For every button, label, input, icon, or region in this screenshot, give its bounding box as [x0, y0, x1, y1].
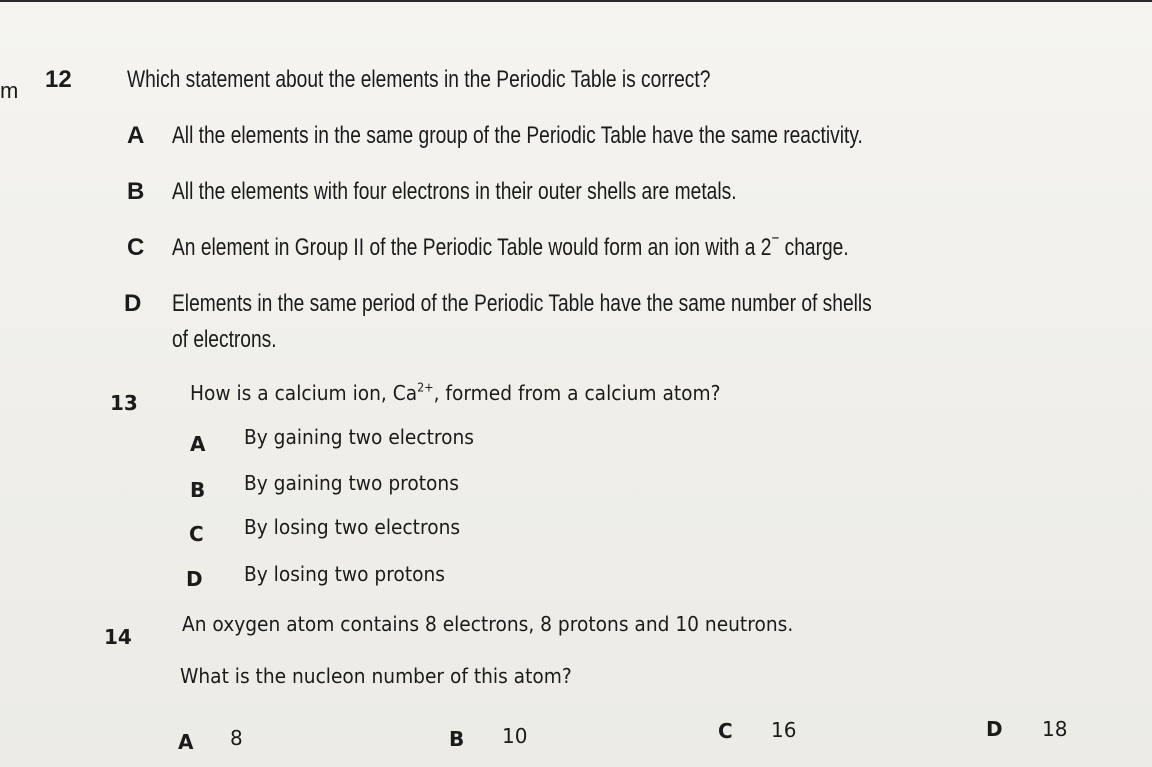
q14-option-d-value: 18: [1042, 717, 1068, 741]
q13-option-c-letter: C: [189, 522, 204, 546]
q13-option-c-text: By losing two electrons: [244, 515, 461, 539]
question-13-text: How is a calcium ion, $Ca^{2+}$, formed from a calcium atom?: [190, 380, 721, 405]
q14-option-d-letter: D: [986, 717, 1003, 741]
q14-option-c-value: 16: [771, 718, 797, 742]
q14-option-b-value: 10: [502, 724, 528, 748]
q12-option-a-text: All the elements in the same group of the Periodic Table have the same reactivity.: [172, 122, 863, 149]
q14-option-c-letter: C: [718, 719, 733, 743]
question-12-number: 12: [45, 66, 72, 93]
q12-option-a-letter: A: [127, 122, 145, 149]
q12-option-b-text: All the elements with four electrons in their outer shells are metals.: [172, 178, 737, 205]
q14-option-b-letter: B: [449, 727, 465, 751]
q12-option-d-text-line2: of electrons.: [172, 326, 277, 353]
question-14-line2: What is the nucleon number of this atom?: [180, 664, 572, 688]
q13-option-d-text: By losing two protons: [244, 562, 445, 586]
question-12-text: Which statement about the elements in the Periodic Table is correct?: [127, 66, 711, 93]
question-13-number: 13: [110, 391, 138, 415]
q13-option-d-letter: D: [186, 567, 203, 591]
q12-option-c-letter: C: [127, 234, 145, 261]
q12-option-d-letter: D: [124, 290, 142, 317]
q12-option-d-text: Elements in the same period of the Periodic Table have the same number of shells: [172, 290, 872, 317]
q14-option-a-letter: A: [178, 730, 194, 754]
q13-option-a-text: By gaining two electrons: [244, 425, 474, 449]
q12-option-c-text: An element in Group II of the Periodic Table would form an ion with a 2− charge.: [172, 228, 849, 261]
q12-option-b-letter: B: [127, 178, 145, 205]
top-rule: [0, 0, 1152, 2]
q13-option-b-text: By gaining two protons: [244, 471, 459, 495]
question-14-number: 14: [104, 625, 132, 649]
question-14-line1: An oxygen atom contains 8 electrons, 8 protons and 10 neutrons.: [182, 612, 794, 636]
q14-option-a-value: 8: [230, 726, 243, 750]
q13-option-a-letter: A: [190, 432, 206, 456]
q13-option-b-letter: B: [190, 478, 206, 502]
margin-marker: m: [0, 78, 19, 103]
